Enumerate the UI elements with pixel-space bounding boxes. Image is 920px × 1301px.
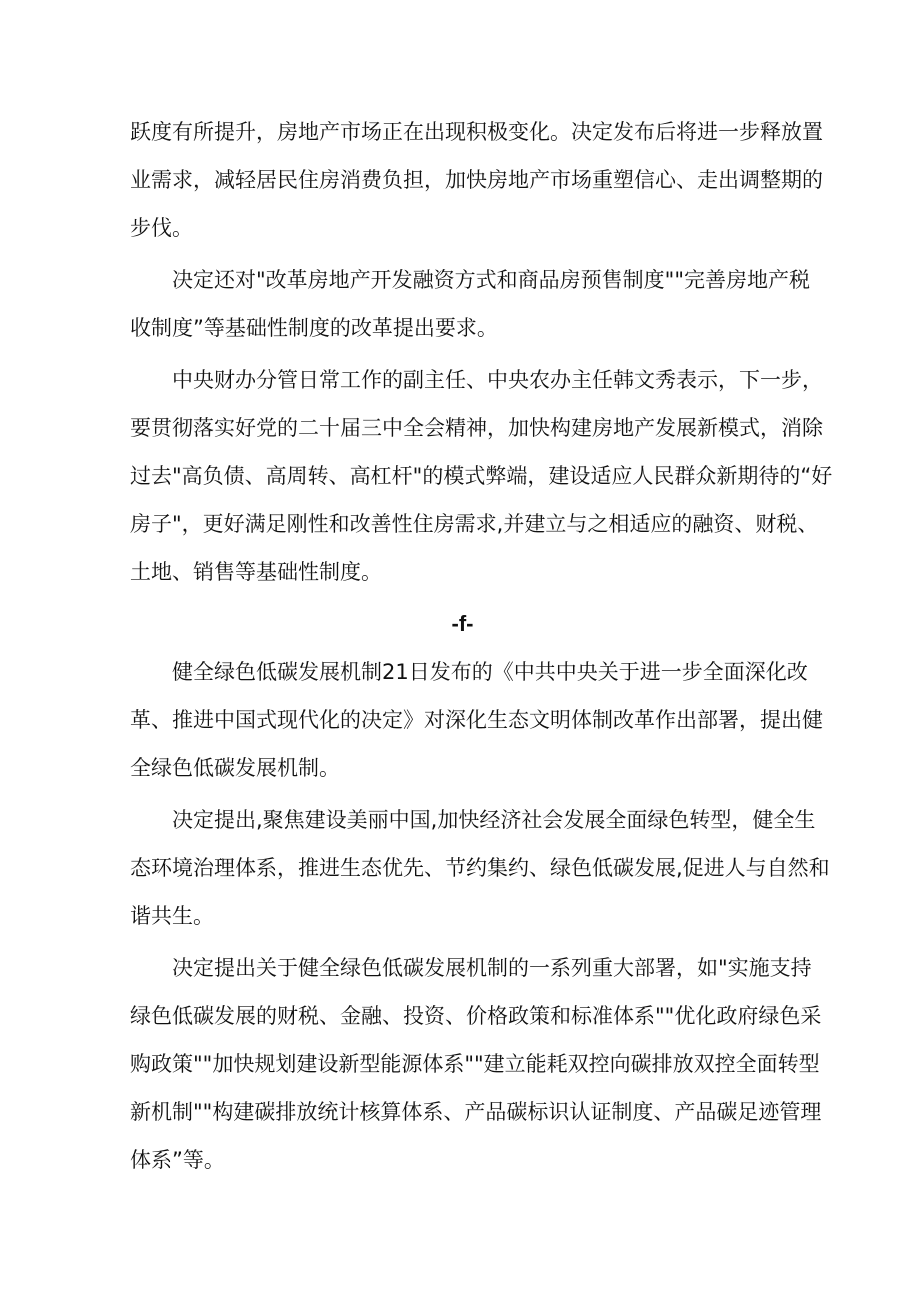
text-line: 全绿色低碳发展机制。 xyxy=(130,756,340,780)
text-line: 业需求，减轻居民住房消费负担，加快房地产市场重塑信心、走出调整期的 xyxy=(130,168,823,192)
text-line: 新机制""构建碳排放统计核算体系、产品碳标识认证制度、产品碳足迹管理 xyxy=(130,1100,822,1124)
text-line: 决定还对"改革房地产开发融资方式和商品房预售制度""完善房地产税 xyxy=(130,268,810,292)
text-line: 革、推进中国式现代化的决定》对深化生态文明体制改革作出部署，提出健 xyxy=(130,708,823,732)
text-line: 中央财办分管日常工作的副主任、中央农办主任韩文秀表示，下一步， xyxy=(130,368,823,392)
text-line: 土地、销售等基础性制度。 xyxy=(130,560,382,584)
text-line: 健全绿色低碳发展机制21日发布的《中共中央关于进一步全面深化改 xyxy=(130,660,808,684)
text-line: 决定提出关于健全绿色低碳发展机制的一系列重大部署，如"实施支持 xyxy=(130,956,812,980)
text-line: 购政策""加快规划建设新型能源体系""建立能耗双控向碳排放双控全面转型 xyxy=(130,1052,820,1076)
paragraph xyxy=(130,944,822,1184)
text-line: 态环境治理体系，推进生态优先、节约集约、绿色低碳发展,促进人与自然和 xyxy=(130,856,830,880)
text-line: 房子"，更好满足刚性和改善性住房需求,并建立与之相适应的融资、财税、 xyxy=(130,512,819,536)
text-line: 步伐。 xyxy=(130,216,193,240)
document-body xyxy=(130,108,833,1184)
section-mark: -f- xyxy=(451,611,474,636)
paragraph-group-bottom xyxy=(130,648,830,1184)
text-line: 要贯彻落实好党的二十届三中全会精神，加快构建房地产发展新模式，消除 xyxy=(130,416,823,440)
paragraph xyxy=(130,108,823,252)
paragraph xyxy=(130,796,830,940)
text-line: 跃度有所提升，房地产市场正在出现积极变化。决定发布后将进一步释放置 xyxy=(130,120,823,144)
paragraph xyxy=(130,648,823,792)
text-line: 谐共生。 xyxy=(130,904,214,928)
text-line: 绿色低碳发展的财税、金融、投资、价格政策和标准体系""优化政府绿色采 xyxy=(130,1004,822,1028)
text-line: 过去"高负债、高周转、高杠杆"的模式弊端，建设适应人民群众新期待的“好 xyxy=(130,464,833,488)
paragraph xyxy=(130,356,833,596)
text-line: 决定提出,聚焦建设美丽中国,加快经济社会发展全面绿色转型，健全生 xyxy=(130,808,816,832)
paragraph xyxy=(130,256,810,352)
text-line: 体系”等。 xyxy=(130,1148,225,1172)
text-line: 收制度”等基础性制度的改革提出要求。 xyxy=(130,316,498,340)
paragraph-group-top xyxy=(130,108,833,596)
